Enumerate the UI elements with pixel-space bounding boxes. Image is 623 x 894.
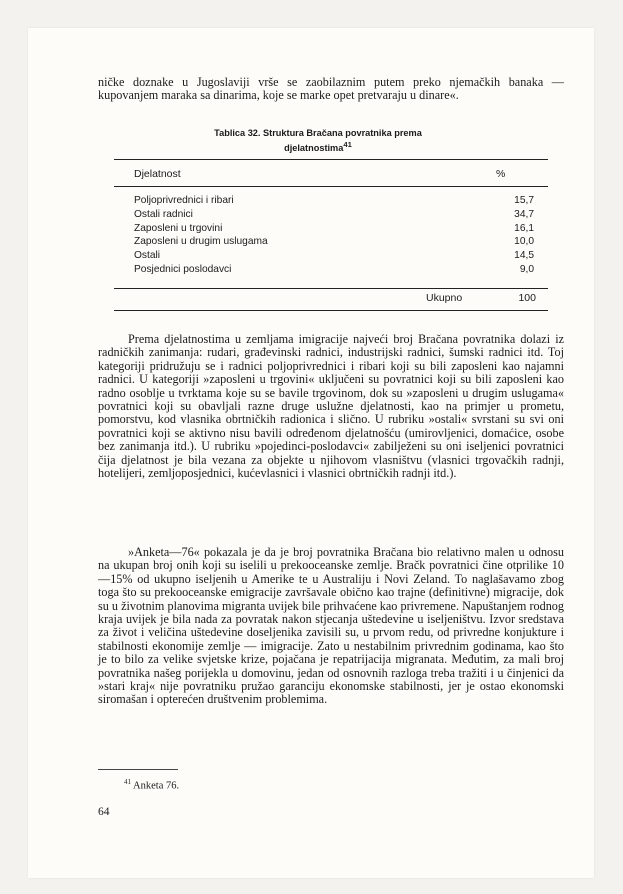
table-row [134, 208, 534, 222]
row-label: Ostali radnici [134, 208, 193, 220]
column-header-activity: Djelatnost [134, 168, 181, 180]
document-page [28, 28, 594, 878]
caption-line-2 [128, 139, 508, 154]
row-label: Zaposleni u drugim uslugama [134, 236, 268, 248]
total-value: 100 [518, 292, 536, 304]
row-label: Posjednici poslodavci [134, 263, 232, 275]
table-row [134, 235, 534, 249]
row-value: 15,7 [514, 195, 534, 206]
row-value: 14,5 [514, 250, 534, 262]
table-row [134, 249, 534, 263]
row-label: Poljoprivrednici i ribari [134, 195, 234, 206]
footnote [124, 778, 179, 792]
table-top-rule [114, 159, 548, 160]
table-bottom-rule [114, 310, 548, 311]
row-value: 9,0 [519, 263, 534, 275]
row-value: 10,0 [514, 236, 534, 248]
table-row [134, 222, 534, 236]
table-body [134, 194, 534, 277]
row-value: 34,7 [514, 208, 534, 220]
footnote-rule [98, 769, 178, 770]
total-label: Ukupno [426, 292, 463, 304]
row-value: 16,1 [514, 222, 534, 234]
table-total-rule [114, 288, 548, 289]
body-paragraph-2: »Anketa—76« pokazala je da je broj povratnika Bračana bio relativno malen u odnosu na ukupan broj onih koji su iselili u prekooceanske zemlje. Bračk povratnici čine otprilike 10—15% od ukupno iseljenih u Amerike te u Australiju i Novi Zeland. To naglašavamo zbog toga što su prekooceanske emigracije završavale obično kao trajne (definitivne) migracije, dok su u životnim planovima migranta uvijek bile prihvaćene kao privremene. Napuštanjem rodnog kraja uvijek je bila nada za povratak nakon stjecanja uštedevine u iseljeništvu. Izvor sredstava za život i veličina uštedevine doseljenika zavisili su, u prvom redu, od privredne konjukture i stabilnosti ekonomije zemlje — imigracije. Zato u nestabilnim privrednim godinama, kao što je to bilo za velike svjetske krize, pojačana je repatrijacija migranata. Međutim, za mali broj povratnika našeg porijekla u domovinu, jedan od osnovnih razloga treba tražiti i u činjenici da »stari kraj« nije povratniku pružao garanciju ekonomske stabilnosti, jer je ostao ekonomski siromašan i opterećen društvenim problemima. [98, 545, 564, 707]
footnote-mark: 41 [124, 778, 131, 786]
table-caption [128, 128, 508, 154]
caption-line-1: Tablica 32. Struktura Bračana povratnika prema [214, 128, 422, 138]
table-total-row [426, 292, 536, 304]
table-row [134, 194, 534, 208]
column-header-percent: % [496, 168, 506, 180]
page-number: 64 [98, 806, 110, 818]
intro-paragraph: ničke doznake u Jugoslaviji vrše se zaobilaznim putem preko njemačkih banaka — kupovanjem maraka sa dinarima, koje se marke opet pretvaraju u dinare«. [98, 75, 564, 103]
table-row [134, 263, 534, 277]
footnote-text: Anketa 76. [133, 780, 180, 792]
caption-line-2-text: djelatnostima [284, 143, 344, 154]
row-label: Zaposleni u trgovini [134, 222, 223, 234]
caption-footnote-ref: 41 [343, 140, 352, 149]
body-paragraph-1: Prema djelatnostima u zemljama imigracije najveći broj Bračana povratnika dolazi iz radničkih zanimanja: rudari, građevinski radnici, industrijski radnici, šumski radnici itd. Toj kategoriji pridružuju se i radnici poljoprivrednici i ribari koji su bili zaposleni kao najamni radnici. U kategoriji »zaposleni u trgovini« uključeni su povratnici koji su bili zaposleni kao radno osoblje u tvrktama koje su se bavile trgovinom, dok su »zaposleni u drugim uslugama« povratnici koji su obavljali razne druge uslužne djelatnosti, kao na primjer u prometu, pomorstvu, kod vlasnika obrtničkih radionica i slično. U rubriku »ostali« svrstani su svi oni povratnici koji se aktivno nisu bavili određenom djelatnošću (umirovljenici, domaćice, osobe bez zanimanja itd.). U rubriku »pojedinci-poslodavci« zabilježeni su oni iseljenici povratnici čija djelatnost je bila vezana za objekte u njihovom vlasništvu (vlasnici trgovačkih radnji, hotelijeri, zemljoposjednici, kućevlasnici i vlasnici obrtničkih radnji itd.). [98, 332, 564, 481]
table-header-rule [114, 186, 548, 187]
row-label: Ostali [134, 250, 161, 262]
